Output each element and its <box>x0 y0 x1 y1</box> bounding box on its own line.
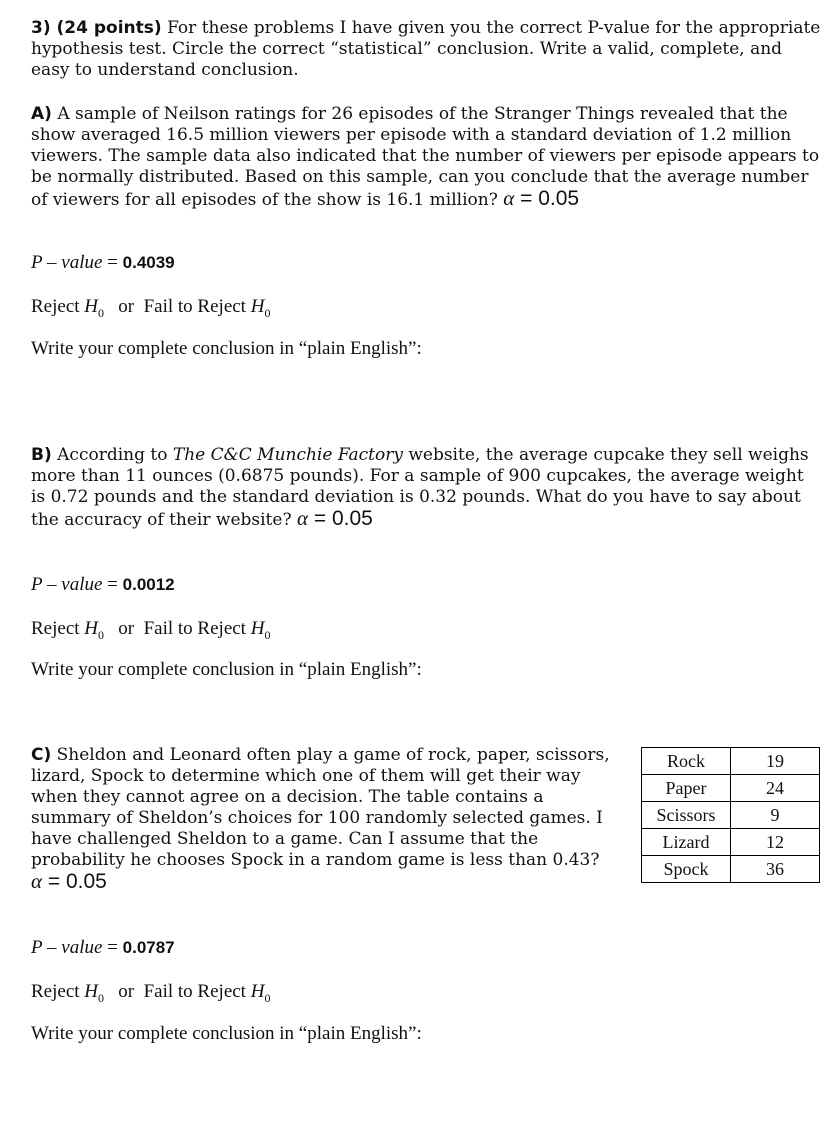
table-row <box>642 748 820 775</box>
problem-c-reject-options[interactable]: Reject $H_0$ or Fail to Reject $H_0$ <box>31 981 271 1005</box>
choice-cell: Lizard <box>642 829 731 856</box>
problem-a-label: A) <box>31 104 52 124</box>
problem-b-reject-options[interactable]: Reject $H_0$ or Fail to Reject $H_0$ <box>31 618 271 642</box>
problem-c-text: C) Sheldon and Leonard often play a game of rock, paper, scissors, lizard, Spock to determine which one of them will get their way when they cannot agree on a decision. The table contains a summary of Sheldon’s choices for 100 randomly selected games. I have challenged Sheldon to a game. Can I assume that the probability he chooses Spock in a random game is less than 0.43? α = 0.05 <box>31 745 610 893</box>
problem-c-label: C) <box>31 745 52 765</box>
count-cell: 9 <box>731 802 820 829</box>
problem-c-pvalue-number: 0.0787 <box>122 938 175 957</box>
problem-c-body: Sheldon and Leonard often play a game of rock, paper, scissors, lizard, Spock to determine which one of them will get their way when they cannot agree on a decision. The table contains a summary of Sheldon’s choices for 100 randomly selected games. I have challenged Sheldon to a game. Can I assume that the probability he chooses Spock in a random game is less than 0.43? <box>31 745 610 870</box>
table-row <box>642 775 820 802</box>
choice-cell: Paper <box>642 775 731 802</box>
problem-b-pvalue-number: 0.0012 <box>122 575 175 594</box>
problem-c-write-prompt: Write your complete conclusion in “plain English”: <box>31 1023 422 1044</box>
count-cell: 36 <box>731 856 820 883</box>
problem-b-label: B) <box>31 445 52 465</box>
problem-b-alpha: 0.05 <box>331 507 373 530</box>
problem-a-pvalue: P – value = 0.4039 <box>31 252 175 273</box>
table-row <box>642 856 820 883</box>
problem-c-pvalue: P – value = 0.0787 <box>31 937 175 958</box>
problem-a-write-prompt: Write your complete conclusion in “plain English”: <box>31 338 422 359</box>
problem-b-write-prompt: Write your complete conclusion in “plain English”: <box>31 659 422 680</box>
choice-cell: Spock <box>642 856 731 883</box>
problem-a-alpha: 0.05 <box>538 187 580 210</box>
problem-a-text: A) A sample of Neilson ratings for 26 episodes of the Stranger Things revealed that the show averaged 16.5 million viewers per episode with a standard deviation of 1.2 million viewers. The sample data also indicated that the number of viewers per episode appears to be normally distributed. Based on this sample, can you conclude that the average number of viewers for all episodes of the show is 16.1 million? α = 0.05 <box>31 104 820 210</box>
table-row <box>642 802 820 829</box>
table-row <box>642 829 820 856</box>
intro-label: 3) (24 points) <box>31 18 162 38</box>
intro-text: For these problems I have given you the correct P-value for the appropriate hypothesis test. Circle the correct “statistical” conclusion. Write a valid, complete, and easy to understand conclusion. <box>31 18 821 80</box>
problem-a-reject-options[interactable]: Reject $H_0$ or Fail to Reject $H_0$ <box>31 296 271 320</box>
intro-paragraph <box>31 18 821 81</box>
problem-a-body: A sample of Neilson ratings for 26 episodes of the Stranger Things revealed that the show averaged 16.5 million viewers per episode with a standard deviation of 1.2 million viewers. The sample data also indicated that the number of viewers per episode appears to be normally distributed. Based on this sample, can you conclude that the average number of viewers for all episodes of the show is 16.1 million? <box>31 104 820 210</box>
choice-cell: Rock <box>642 748 731 775</box>
count-cell: 19 <box>731 748 820 775</box>
count-cell: 24 <box>731 775 820 802</box>
alpha-symbol: α <box>503 186 515 210</box>
problem-b-title: The C&C Munchie Factory <box>172 445 403 465</box>
problem-c-alpha: 0.05 <box>65 870 107 893</box>
count-cell: 12 <box>731 829 820 856</box>
choice-cell: Scissors <box>642 802 731 829</box>
problem-a-pvalue-number: 0.4039 <box>122 253 175 272</box>
problem-b-pvalue: P – value = 0.0012 <box>31 574 175 595</box>
problem-b-text: B) According to The C&C Munchie Factory website, the average cupcake they sell weighs more than 11 ounces (0.6875 pounds). For a sample of 900 cupcakes, the average weight is 0.72 pounds and the standard deviation is 0.32 pounds. What do you have to say about the accuracy of their website? α = 0.05 <box>31 445 809 530</box>
sheldon-choices-table <box>641 747 820 883</box>
